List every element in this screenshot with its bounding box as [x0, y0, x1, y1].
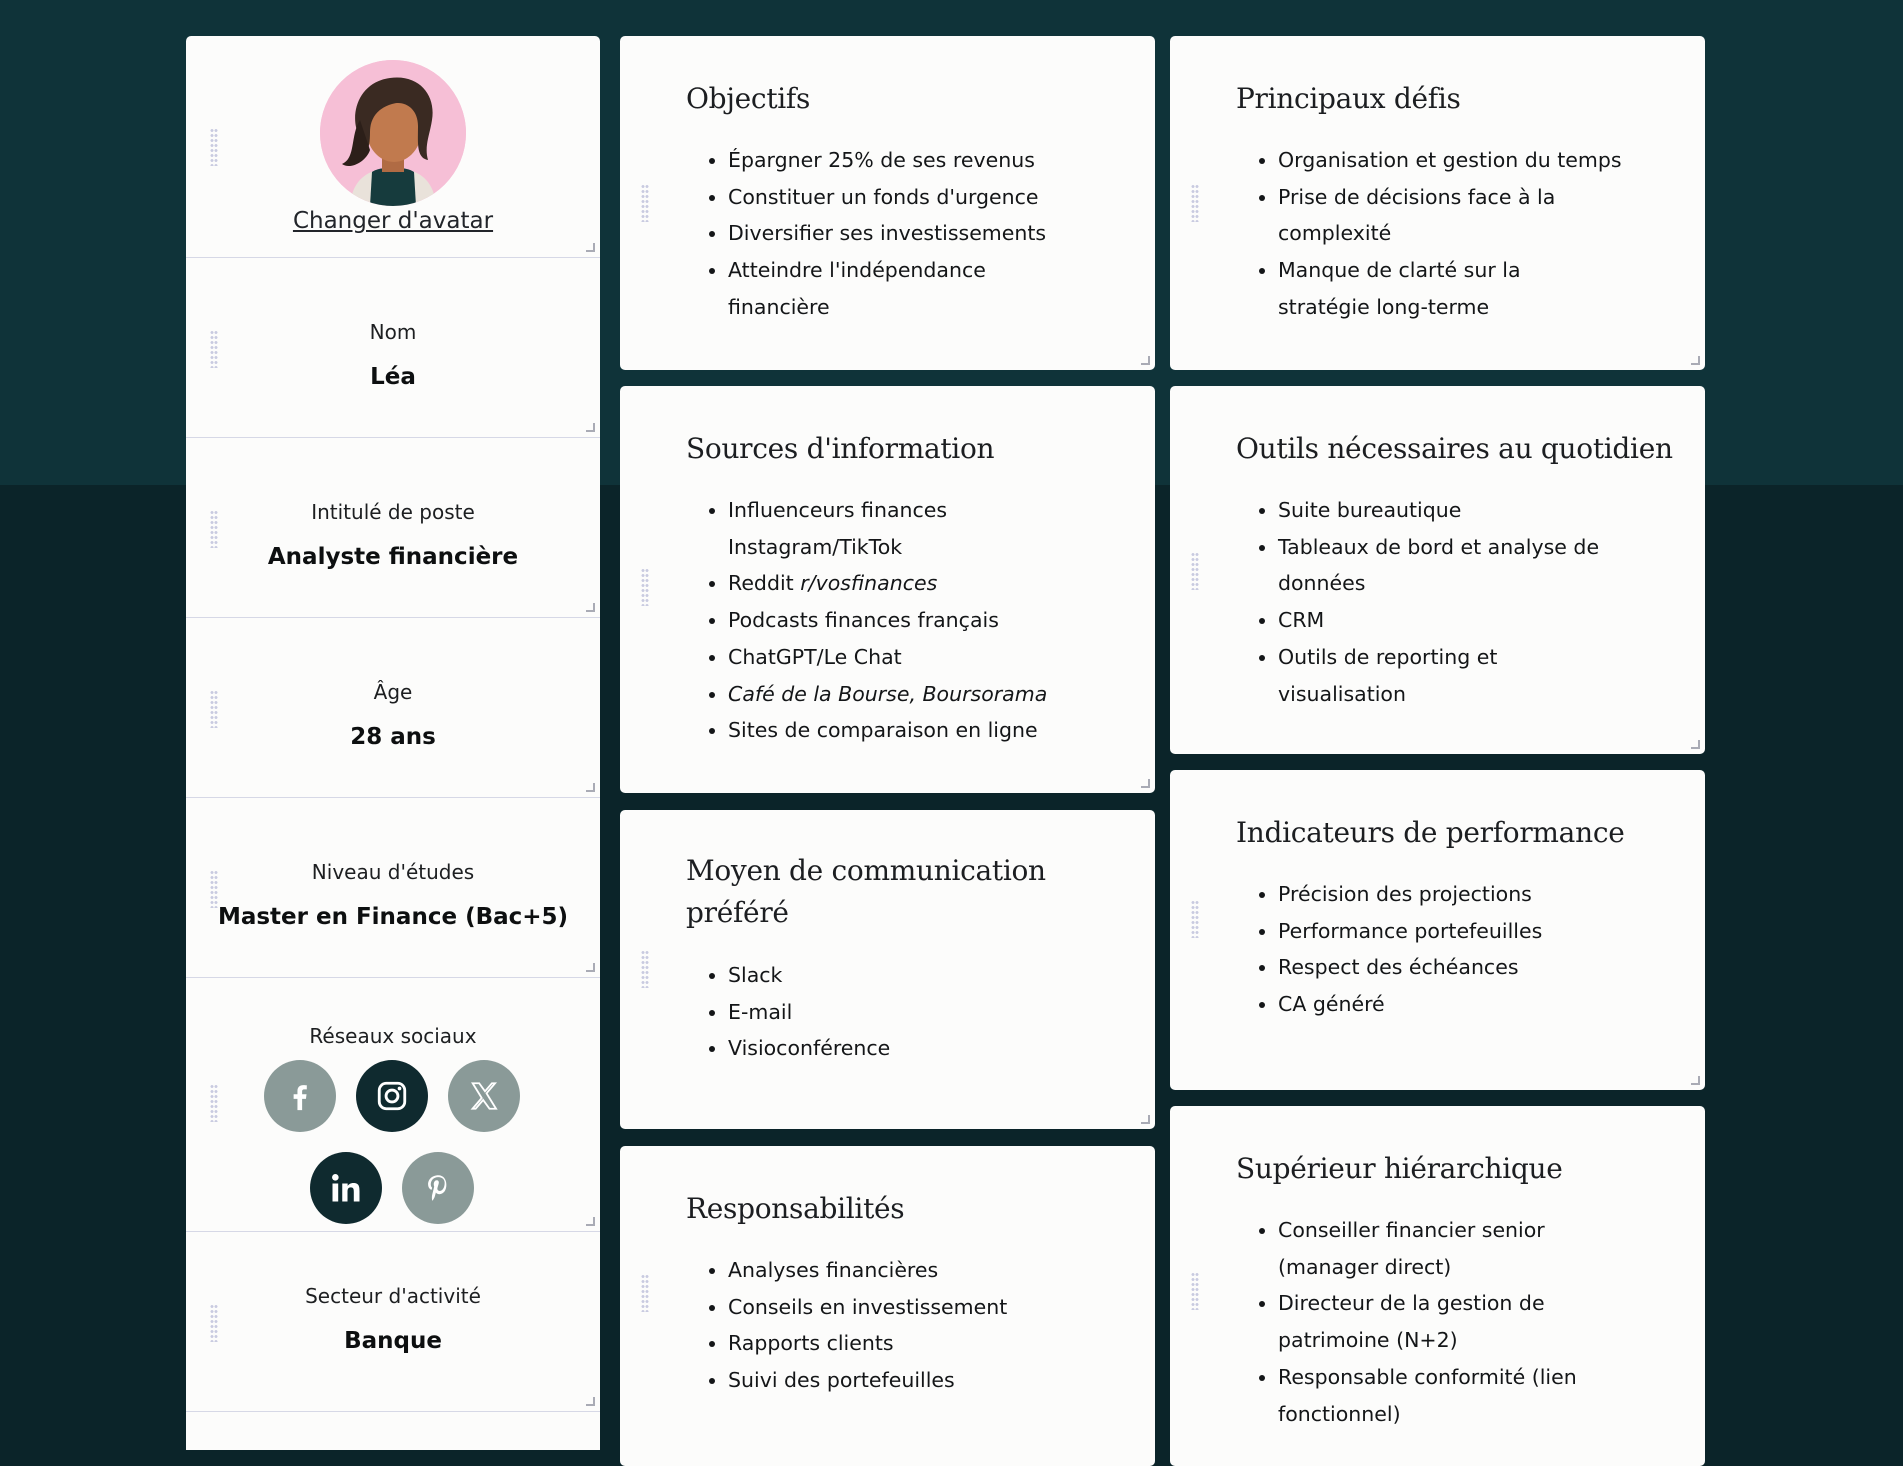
list-item[interactable]: • Analyses financières: [728, 1252, 1108, 1289]
card-title: Supérieur hiérarchique: [1236, 1152, 1563, 1185]
resize-handle[interactable]: [586, 423, 595, 432]
field-social-networks: [186, 978, 600, 1232]
card-responsibilities: [620, 1146, 1155, 1466]
resize-handle[interactable]: [586, 783, 595, 792]
list-item[interactable]: • Café de la Bourse, Boursorama: [728, 676, 1068, 713]
drag-handle[interactable]: [1191, 184, 1199, 222]
avatar: [320, 60, 466, 206]
field-value[interactable]: Léa: [370, 364, 416, 390]
field-value[interactable]: 28 ans: [350, 724, 436, 750]
resize-handle[interactable]: [1691, 740, 1700, 749]
list-item-text: Reddit: [728, 571, 794, 596]
resize-handle[interactable]: [1141, 779, 1150, 788]
drag-handle[interactable]: [1191, 900, 1199, 938]
card-performance-indicators: [1170, 770, 1705, 1090]
list-item[interactable]: • Organisation et gestion du temps: [1278, 142, 1638, 179]
field-label: Intitulé de poste: [311, 500, 475, 524]
challenges-list: [1258, 142, 1638, 326]
sources-list: [708, 492, 1068, 749]
list-item[interactable]: • Influenceurs finances Instagram/TikTok: [728, 492, 948, 565]
avatar-illustration-icon: [320, 60, 466, 206]
list-item[interactable]: [728, 565, 1068, 602]
list-item[interactable]: • Tableaux de bord et analyse de données: [1278, 529, 1618, 602]
field-job-title: [186, 438, 600, 618]
card-daily-tools: [1170, 386, 1705, 754]
resize-handle[interactable]: [586, 603, 595, 612]
card-information-sources: [620, 386, 1155, 793]
list-item[interactable]: • Responsable conformité (lien fonctionnel): [1278, 1359, 1598, 1432]
card-title: Outils nécessaires au quotidien: [1236, 432, 1673, 465]
drag-handle[interactable]: [1191, 1272, 1199, 1310]
facebook-icon[interactable]: [264, 1060, 336, 1132]
avatar-block: [186, 36, 600, 258]
field-label: Niveau d'études: [311, 860, 475, 884]
tools-list: [1258, 492, 1638, 712]
card-main-challenges: [1170, 36, 1705, 370]
resize-handle[interactable]: [586, 1217, 595, 1226]
list-item[interactable]: • Manque de clarté sur la stratégie long-terme: [1278, 252, 1618, 325]
card-title: Responsabilités: [686, 1192, 905, 1225]
field-value[interactable]: Master en Finance (Bac+5): [217, 904, 569, 930]
list-item[interactable]: • Outils de reporting et visualisation: [1278, 639, 1538, 712]
profile-column: [186, 36, 600, 1450]
list-item[interactable]: • Suite bureautique: [1278, 492, 1638, 529]
objectives-list: [708, 142, 1108, 326]
list-item[interactable]: • Suivi des portefeuilles: [728, 1362, 1108, 1399]
list-item[interactable]: • Visioconférence: [728, 1030, 1108, 1067]
list-item[interactable]: • Conseiller financier senior (manager direct): [1278, 1212, 1578, 1285]
list-item[interactable]: • CA généré: [1278, 986, 1638, 1023]
field-value[interactable]: Analyste financière: [267, 544, 519, 570]
field-label: Nom: [369, 320, 417, 344]
list-item[interactable]: • Atteindre l'indépendance financière: [728, 252, 1008, 325]
responsibilities-list: [708, 1252, 1108, 1399]
resize-handle[interactable]: [1691, 356, 1700, 365]
field-label: Réseaux sociaux: [309, 1024, 477, 1048]
list-item[interactable]: • Précision des projections: [1278, 876, 1638, 913]
list-item[interactable]: • E-mail: [728, 994, 1108, 1031]
list-item[interactable]: • Constituer un fonds d'urgence: [728, 179, 1108, 216]
resize-handle[interactable]: [1141, 1115, 1150, 1124]
field-label: Secteur d'activité: [305, 1284, 481, 1308]
change-avatar-link[interactable]: Changer d'avatar: [292, 208, 494, 234]
card-preferred-communication: [620, 810, 1155, 1129]
card-title: Principaux défis: [1236, 82, 1461, 115]
card-title: Moyen de communication préféré: [686, 854, 1046, 929]
resize-handle[interactable]: [1691, 1076, 1700, 1085]
list-item[interactable]: • Podcasts finances français: [728, 602, 1068, 639]
drag-handle[interactable]: [641, 950, 649, 988]
manager-list: [1258, 1212, 1638, 1432]
list-item[interactable]: • Rapports clients: [728, 1325, 1108, 1362]
drag-handle[interactable]: [641, 568, 649, 606]
resize-handle[interactable]: [1141, 356, 1150, 365]
list-item[interactable]: • Diversifier ses investissements: [728, 215, 1108, 252]
list-item[interactable]: • Directeur de la gestion de patrimoine (N+2): [1278, 1285, 1578, 1358]
drag-handle[interactable]: [1191, 552, 1199, 590]
card-title: Objectifs: [686, 82, 811, 115]
subreddit-name: r/vosfinances: [800, 571, 938, 596]
x-icon[interactable]: [448, 1060, 520, 1132]
field-value[interactable]: Banque: [344, 1328, 442, 1354]
drag-handle[interactable]: [210, 1084, 218, 1122]
field-education: [186, 798, 600, 978]
linkedin-icon[interactable]: [310, 1152, 382, 1224]
field-label: Âge: [373, 680, 413, 704]
resize-handle[interactable]: [586, 243, 595, 252]
list-item[interactable]: • Conseils en investissement: [728, 1289, 1108, 1326]
drag-handle[interactable]: [210, 128, 218, 166]
list-item[interactable]: • CRM: [1278, 602, 1638, 639]
instagram-icon[interactable]: [356, 1060, 428, 1132]
drag-handle[interactable]: [641, 1274, 649, 1312]
resize-handle[interactable]: [586, 963, 595, 972]
communication-list: [708, 957, 1108, 1067]
field-age: [186, 618, 600, 798]
card-objectives: [620, 36, 1155, 370]
list-item[interactable]: • ChatGPT/Le Chat: [728, 639, 1068, 676]
drag-handle[interactable]: [641, 184, 649, 222]
resize-handle[interactable]: [586, 1397, 595, 1406]
field-sector: [186, 1232, 600, 1412]
field-name: [186, 258, 600, 438]
list-item[interactable]: • Respect des échéances: [1278, 949, 1638, 986]
list-item[interactable]: • Slack: [728, 957, 1108, 994]
pinterest-icon[interactable]: [402, 1152, 474, 1224]
list-item[interactable]: • Prise de décisions face à la complexité: [1278, 179, 1578, 252]
list-item[interactable]: • Sites de comparaison en ligne: [728, 712, 1068, 749]
card-hierarchical-superior: [1170, 1106, 1705, 1466]
card-title: Indicateurs de performance: [1236, 816, 1625, 849]
kpis-list: [1258, 876, 1638, 1023]
list-item[interactable]: • Performance portefeuilles: [1278, 913, 1638, 950]
card-title: Sources d'information: [686, 432, 995, 465]
list-item[interactable]: • Épargner 25% de ses revenus: [728, 142, 1108, 179]
